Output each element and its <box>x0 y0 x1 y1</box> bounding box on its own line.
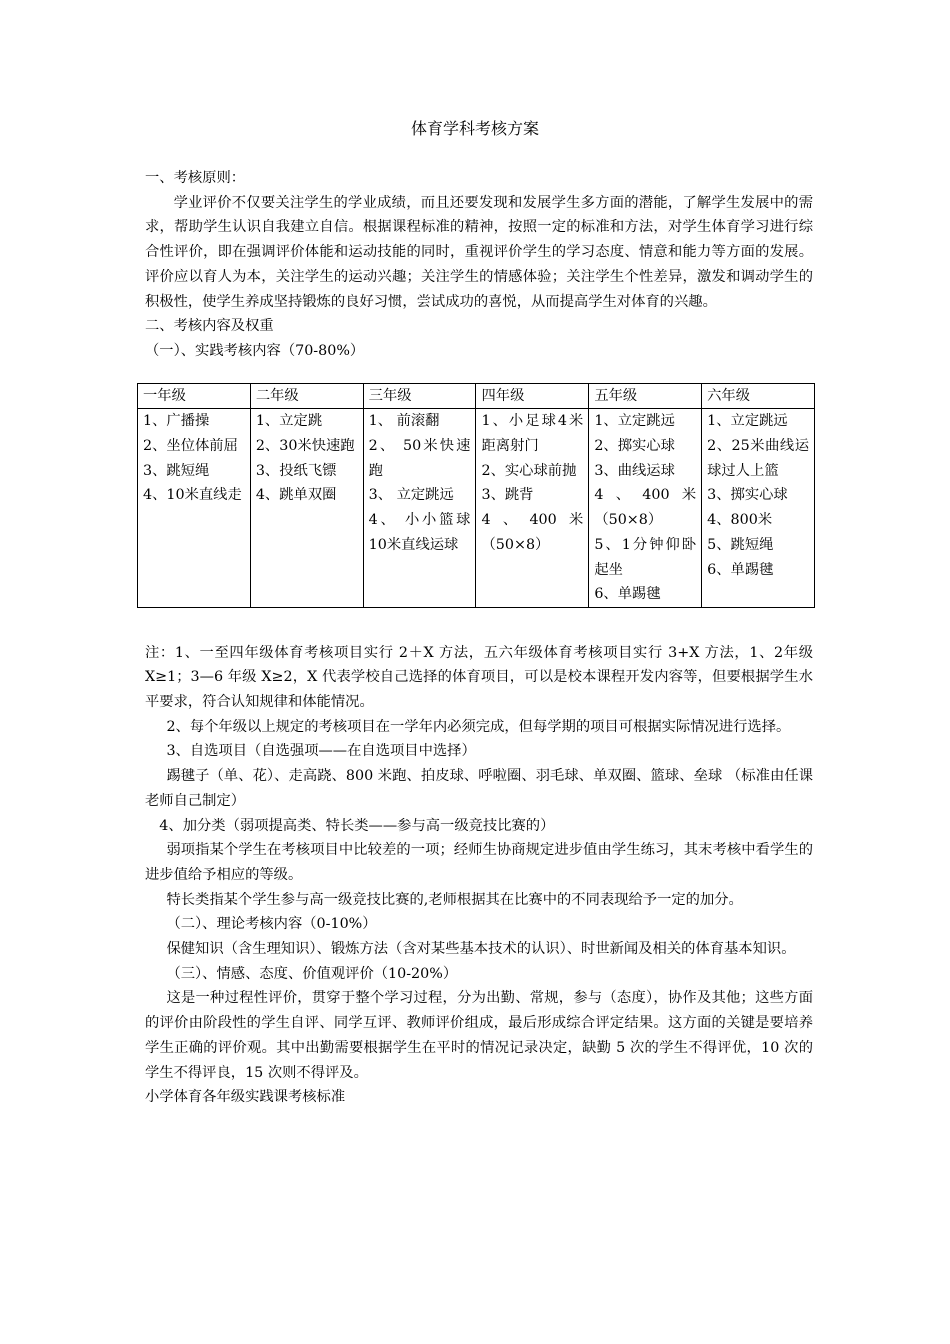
list-item: 1、广播操 <box>143 413 210 430</box>
note-3-body: 踢毽子（单、花）、走高跷、800 米跑、拍皮球、呼啦圈、羽毛球、单双圈、篮球、垒球 （标准由任课老师自己制定） <box>145 768 813 809</box>
list-item: 2、25米曲线运球过人上篮 <box>707 438 809 479</box>
note-4-body-2: 特长类指某个学生参与高一级竞技比赛的,老师根据其在比赛中的不同表现给予一定的加分。 <box>166 891 743 908</box>
section1-heading: 一、考核原则： <box>145 170 246 186</box>
sub3-paragraph: 这是一种过程性评价，贯穿于整个学习过程，分为出勤、常规，参与（态度），协作及其他；这些方面的评价由阶段性的学生自评、同学互评、教师评价组成，最后形成综合评定结果。这方面的关键是要培养学生正确的评价观。其中出勤需要根据学生在平时的情况记录决定，缺勤 5 次的学生不得评优，10 次的学生不得评良，15 次则不得评及。 <box>145 990 813 1081</box>
list-item: 4、400米（50×8） <box>594 487 697 529</box>
header-grade-1: 一年级 <box>138 383 251 409</box>
list-item: 2、30米快速跑 <box>255 438 355 455</box>
list-item: 3、跳短绳 <box>143 462 210 479</box>
list-item: 4、800米 <box>707 512 773 529</box>
list-item: 4、 小小篮球10米直线运球 <box>368 512 471 553</box>
note-3-heading: 3、自选项目（自选强项——在自选项目中选择） <box>166 743 476 760</box>
header-grade-6: 六年级 <box>702 383 815 409</box>
cell-grade-3 <box>363 409 476 608</box>
header-grade-2: 二年级 <box>250 383 363 409</box>
sub3-heading: （三）、情感、态度、价值观评价（10-20%） <box>166 965 458 982</box>
note-1: 注：1、一至四年级体育考核项目实行 2＋X 方法，五六年级体育考核项目实行 3+X 方法，1、2年级 X≥1；3—6 年级 X≥2，X 代表学校自己选择的体育项目，可以是校本课程开发内容等，但要根据学生水平要求，符合认知规律和体能情况。 <box>145 644 813 711</box>
list-item: 4、跳单双圈 <box>255 487 337 504</box>
list-item: 3、跳背 <box>481 487 534 504</box>
list-item: 4、10米直线走 <box>143 487 242 504</box>
grade-table <box>137 383 815 608</box>
cell-grade-6 <box>702 409 815 608</box>
sub2-heading: （二）、理论考核内容（0-10%） <box>166 916 377 933</box>
note-4-heading: 4、加分类（弱项提高类、特长类——参与高一级竞技比赛的） <box>159 817 555 834</box>
list-item: 5、跳短绳 <box>707 536 774 553</box>
list-item: 1、立定跳 <box>255 413 323 430</box>
cell-grade-1 <box>138 409 251 608</box>
document-body <box>145 166 813 1110</box>
cell-grade-5 <box>589 409 702 608</box>
header-grade-3: 三年级 <box>363 383 476 409</box>
header-grade-4: 四年级 <box>476 383 589 409</box>
list-item: 2、坐位体前屈 <box>143 438 238 455</box>
list-item: 3、 立定跳远 <box>368 487 454 504</box>
list-item: 2、掷实心球 <box>594 438 675 455</box>
list-item: 3、曲线运球 <box>594 462 675 479</box>
list-item: 2、 50米快速跑 <box>368 438 471 479</box>
list-item: 4、400米（50×8） <box>481 512 584 553</box>
grade-table-wrap <box>145 383 813 641</box>
sub1-heading: （一）、实践考核内容（70-80%） <box>145 342 365 359</box>
list-item: 1、小足球4米距离射门 <box>481 413 584 455</box>
section2-heading: 二、考核内容及权重 <box>145 318 274 335</box>
list-item: 6、单踢毽 <box>594 586 661 603</box>
cell-grade-2 <box>250 409 363 608</box>
section1-paragraph: 学业评价不仅要关注学生的学业成绩，而且还要发现和发展学生多方面的潜能，了解学生发展中的需求，帮助学生认识自我建立自信。根据课程标准的精神，按照一定的标准和方法，对学生体育学习进行综合性评价，即在强调评价体能和运动技能的同时，重视评价学生的学习态度、情意和能力等方面的发展。评价应以育人为本，关注学生的运动兴趣；关注学生的情感体验；关注学生个性差异，激发和调动学生的积极性，使学生养成坚持锻炼的良好习惯，尝试成功的喜悦，从而提高学生对体育的兴趣。 <box>145 194 813 310</box>
closing-title: 小学体育各年级实践课考核标准 <box>145 1089 346 1106</box>
list-item: 2、实心球前抛 <box>481 462 577 479</box>
list-item: 6、单踢毽 <box>707 561 774 578</box>
cell-grade-4 <box>476 409 589 608</box>
list-item: 1、立定跳远 <box>707 413 788 430</box>
list-item: 1、 前滚翻 <box>368 413 440 430</box>
note-2: 2、每个年级以上规定的考核项目在一学年内必须完成，但每学期的项目可根据实际情况进行选择。 <box>166 718 791 735</box>
table-header-row <box>138 383 815 409</box>
list-item: 5、1分钟仰卧起坐 <box>594 536 697 578</box>
header-grade-5: 五年级 <box>589 383 702 409</box>
sub2-paragraph: 保健知识（含生理知识）、锻炼方法（含对某些基本技术的认识）、时世新闻及相关的体育基本知识。 <box>166 941 796 958</box>
list-item: 3、投纸飞镖 <box>255 462 337 479</box>
list-item: 3、掷实心球 <box>707 487 788 504</box>
list-item: 1、立定跳远 <box>594 413 675 430</box>
table-row <box>138 409 815 608</box>
document-title: 体育学科考核方案 <box>410 119 539 138</box>
note-4-body-1: 弱项指某个学生在考核项目中比较差的一项；经师生协商规定进步值由学生练习，其末考核中看学生的进步值给予相应的等级。 <box>145 842 813 883</box>
